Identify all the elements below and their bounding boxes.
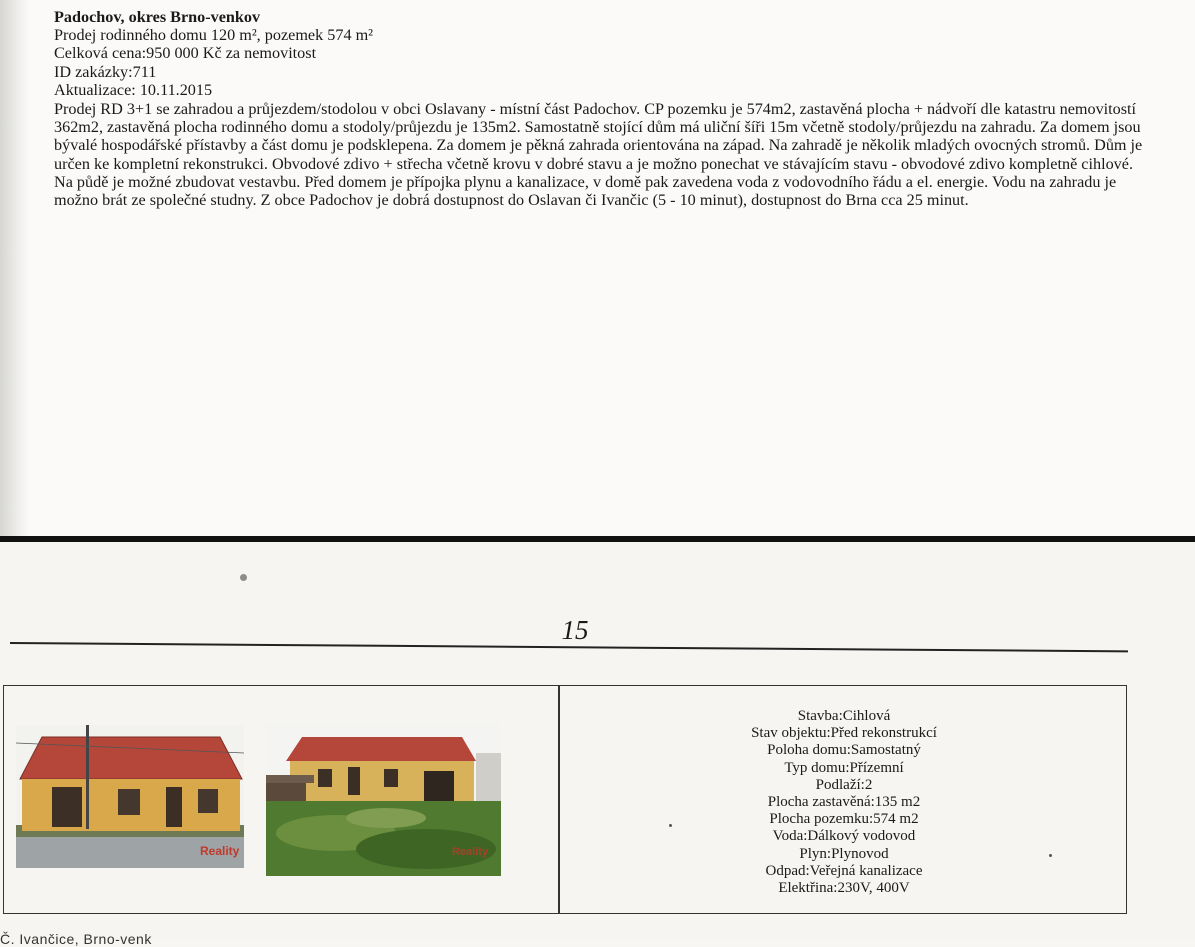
attr-water: Voda:Dálkový vodovod	[772, 828, 916, 845]
attr-electricity: Elektřina:230V, 400V	[778, 880, 910, 897]
listing-description: Prodej RD 3+1 se zahradou a průjezdem/stodolou v obci Oslavany - místní část Padochov. CP pozemku je 574m2, zastavěná plocha + nádvoří dle katastru nemovitostí 362m2, zastavěná plocha rodinného domu a stodoly/průjezdu je 135m2. Samostatně stojící dům má uliční šíři 15m včetně stodoly/průjezdu na zahradu. Za domem jsou bývalé hospodářské přístavby a část domu je podsklepena. Za domem je pěkná zahrada orientována na západ. Na zahradě je několik mladých ovocných stromů. Dům je určen ke kompletní rekonstrukci. Obvodové zdivo + střecha včetně krovu v dobré stavu a je možno ponechat ve stávajícím stavu - obvodové zdivo kompletně cihlové. Na půdě je možné zbudovat vestavbu. Před domem je přípojka plynu a kanalizace, v domě pak zavedena voda z vodovodního řádu a el. energie. Vodu na zahradu je možno brát ze společné studny. Z obce Padochov je dobrá dostupnost do Oslavan či Ivančic (5 - 10 minut), dostupnost do Brna cca 25 minut.	[54, 100, 1143, 210]
house-photo-front	[16, 725, 244, 868]
attr-position: Poloha domu:Samostatný	[767, 742, 921, 759]
scan-speck	[669, 824, 672, 827]
scan-edge-shadow	[0, 0, 30, 538]
attr-gas: Plyn:Plynovod	[799, 845, 889, 862]
page-number: 15	[561, 615, 589, 645]
listing-page-lower	[0, 542, 1195, 947]
listing-id: ID zakázky:711	[54, 62, 157, 81]
attr-condition: Stav objektu:Před rekonstrukcí	[751, 725, 937, 742]
attr-floors: Podlaží:2	[815, 776, 873, 793]
attr-plot-area: Plocha pozemku:574 m2	[769, 811, 919, 828]
footer-text-fragment: Č. Ivančice, Brno-venk	[0, 931, 152, 947]
photo-watermark-1: Reality	[200, 844, 240, 858]
listing-sale-line: Prodej rodinného domu 120 m², pozemek 574 m²	[54, 26, 374, 45]
photo-watermark-2: Reality	[452, 846, 489, 858]
scan-speck	[1049, 854, 1052, 857]
house-photo-front-image	[16, 725, 244, 868]
attr-construction: Stavba:Cihlová	[797, 708, 891, 724]
listing-updated: Aktualizace: 10.11.2015	[54, 80, 213, 99]
attr-built-area: Plocha zastavěná:135 m2	[767, 794, 921, 811]
listing-price: Celková cena:950 000 Kč za nemovitost	[54, 44, 317, 63]
house-photo-garden	[266, 723, 501, 876]
property-listing	[54, 8, 1154, 209]
attr-sewage: Odpad:Veřejná kanalizace	[765, 862, 923, 879]
property-info-table	[3, 685, 1127, 914]
house-photo-garden-image	[266, 723, 501, 876]
listing-title: Padochov, okres Brno-venkov	[54, 8, 261, 26]
property-attributes	[560, 708, 1128, 897]
scan-speck	[240, 574, 247, 581]
attr-house-type: Typ domu:Přízemní	[784, 759, 904, 776]
